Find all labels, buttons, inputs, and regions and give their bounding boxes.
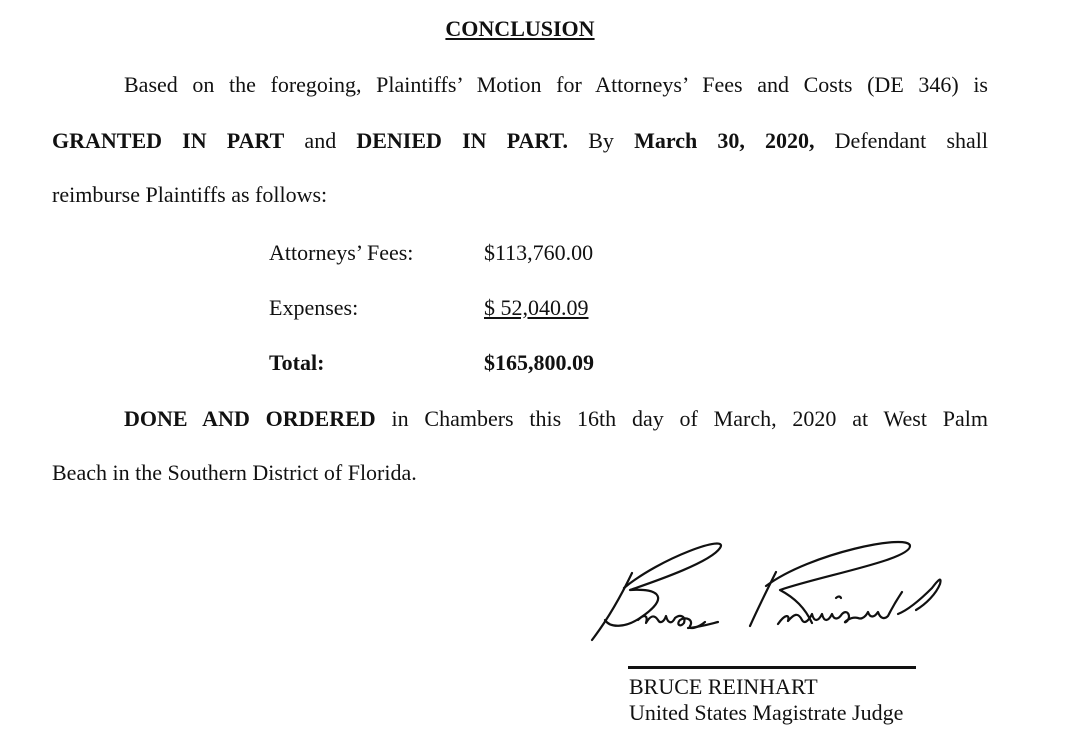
expenses-label: Expenses:	[269, 295, 359, 320]
chambers-text: in Chambers this 16th day of March, 2020 at West Palm	[375, 406, 988, 431]
denied-text: DENIED IN PART.	[356, 128, 569, 153]
by-text: By	[568, 128, 635, 153]
conclusion-heading: CONCLUSION	[445, 16, 595, 41]
done-ordered-line-2: Beach in the Southern District of Florida.	[52, 460, 417, 485]
paragraph-line-2	[52, 114, 988, 168]
judge-title: United States Magistrate Judge	[629, 700, 904, 725]
paragraph-line-1: Based on the foregoing, Plaintiffs’ Motion for Attorneys’ Fees and Costs (DE 346) is	[124, 72, 988, 97]
total-label: Total:	[269, 350, 325, 375]
judge-name: BRUCE REINHART	[629, 674, 818, 699]
signature-image	[580, 528, 970, 653]
signature-line	[628, 666, 916, 669]
and-text: and	[284, 128, 357, 153]
expenses-value: $ 52,040.09	[484, 295, 589, 320]
fees-value: $113,760.00	[484, 240, 594, 265]
done-ordered-line-1	[52, 392, 988, 446]
defendant-text: Defendant shall	[814, 128, 989, 153]
done-ordered-text: DONE AND ORDERED	[124, 406, 376, 431]
fees-label: Attorneys’ Fees:	[269, 240, 414, 265]
deadline-date: March 30, 2020,	[634, 128, 815, 153]
granted-text: GRANTED IN PART	[52, 128, 285, 153]
total-value: $165,800.09	[484, 350, 594, 375]
paragraph-line-3: reimburse Plaintiffs as follows:	[52, 182, 328, 207]
